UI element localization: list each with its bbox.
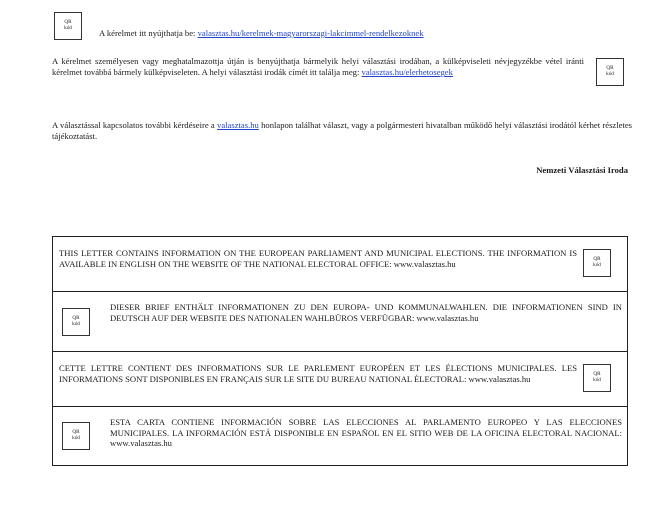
offices-paragraph	[52, 56, 584, 78]
qr-label-bottom: kód	[64, 25, 72, 31]
qr-label-top: QR	[72, 315, 80, 322]
qr-label-bottom: kód	[606, 71, 614, 77]
notice-box-french	[52, 351, 628, 407]
qr-label-top: QR	[64, 19, 72, 26]
request-link[interactable]: valasztas.hu/kerelmek-magyarorszagi-lakcimmel-rendelkezoknek	[197, 28, 424, 38]
notice-box-spanish	[52, 406, 628, 466]
qr-label-bottom: kód	[72, 321, 80, 327]
request-text: A kérelmet itt nyújthatja be:	[99, 28, 196, 38]
notice-text-spanish: ESTA CARTA CONTIENE INFORMACIÓN SOBRE LAS ELECCIONES AL PARLAMENTO EUROPEO Y LAS ELECCIONES MUNICIPALES. LA INFORMACIÓN ESTÁ DISPONIBLE EN ESPAÑOL EN EL SITIO WEB DE LA OFICINA ELECTORAL NACIONAL: www.valasztas.hu	[110, 417, 622, 449]
qr-label-bottom: kód	[593, 262, 601, 268]
info-text-before: A választással kapcsolatos további kérdéseire a	[52, 120, 215, 130]
qr-code-spanish	[62, 422, 90, 450]
info-link[interactable]: valasztas.hu	[217, 120, 259, 130]
qr-code-request	[54, 12, 82, 40]
qr-code-english	[583, 249, 611, 277]
notice-box-german	[52, 291, 628, 352]
qr-label-top: QR	[593, 371, 601, 378]
signature: Nemzeti Választási Iroda	[536, 165, 628, 175]
offices-link[interactable]: valasztas.hu/elerhetosegek	[361, 67, 453, 78]
notice-text-german: DIESER BRIEF ENTHÄLT INFORMATIONEN ZU DEN EUROPA- UND KOMMUNALWAHLEN. DIE INFORMATIONEN SIND IN DEUTSCH AUF DER WEBSITE DES NATIONALEN WAHLBÜROS VERFÜGBAR: www.valasztas.hu	[110, 302, 622, 323]
qr-label-bottom: kód	[593, 377, 601, 383]
notice-box-english	[52, 236, 628, 292]
qr-label-top: QR	[593, 256, 601, 263]
info-paragraph	[52, 120, 632, 142]
request-line	[99, 28, 579, 39]
qr-label-bottom: kód	[72, 435, 80, 441]
qr-label-top: QR	[72, 429, 80, 436]
qr-label-top: QR	[606, 65, 614, 72]
qr-code-german	[62, 308, 90, 336]
qr-code-french	[583, 364, 611, 392]
qr-code-offices	[596, 58, 624, 86]
notice-text-french: CETTE LETTRE CONTIENT DES INFORMATIONS SUR LE PARLEMENT EUROPÉEN ET LES ÉLECTIONS MUNICIPALES. LES INFORMATIONS SONT DISPONIBLES EN FRANÇAIS SUR LE SITE DU BUREAU NATIONAL ÉLECTORAL: www.valasztas.hu	[59, 363, 577, 384]
offices-text: A kérelmet személyesen vagy meghatalmazottja útján is benyújthatja bármelyik helyi választási irodában, a külképviseleti névjegyzékbe vétel iránti kérelmet továbbá bármely külképviseleten. A helyi választási irodák címét itt találja meg:	[52, 56, 584, 78]
info-text-after: honlapon találhat választ, vagy a polgármesteri hivatalban működő helyi választási irodától kérhet részletes tájékoztatást.	[52, 120, 632, 142]
notice-text-english: THIS LETTER CONTAINS INFORMATION ON THE EUROPEAN PARLIAMENT AND MUNICIPAL ELECTIONS. THE INFORMATION IS AVAILABLE IN ENGLISH ON THE WEBSITE OF THE NATIONAL ELECTORAL OFFICE: www.valasztas.hu	[59, 248, 577, 269]
